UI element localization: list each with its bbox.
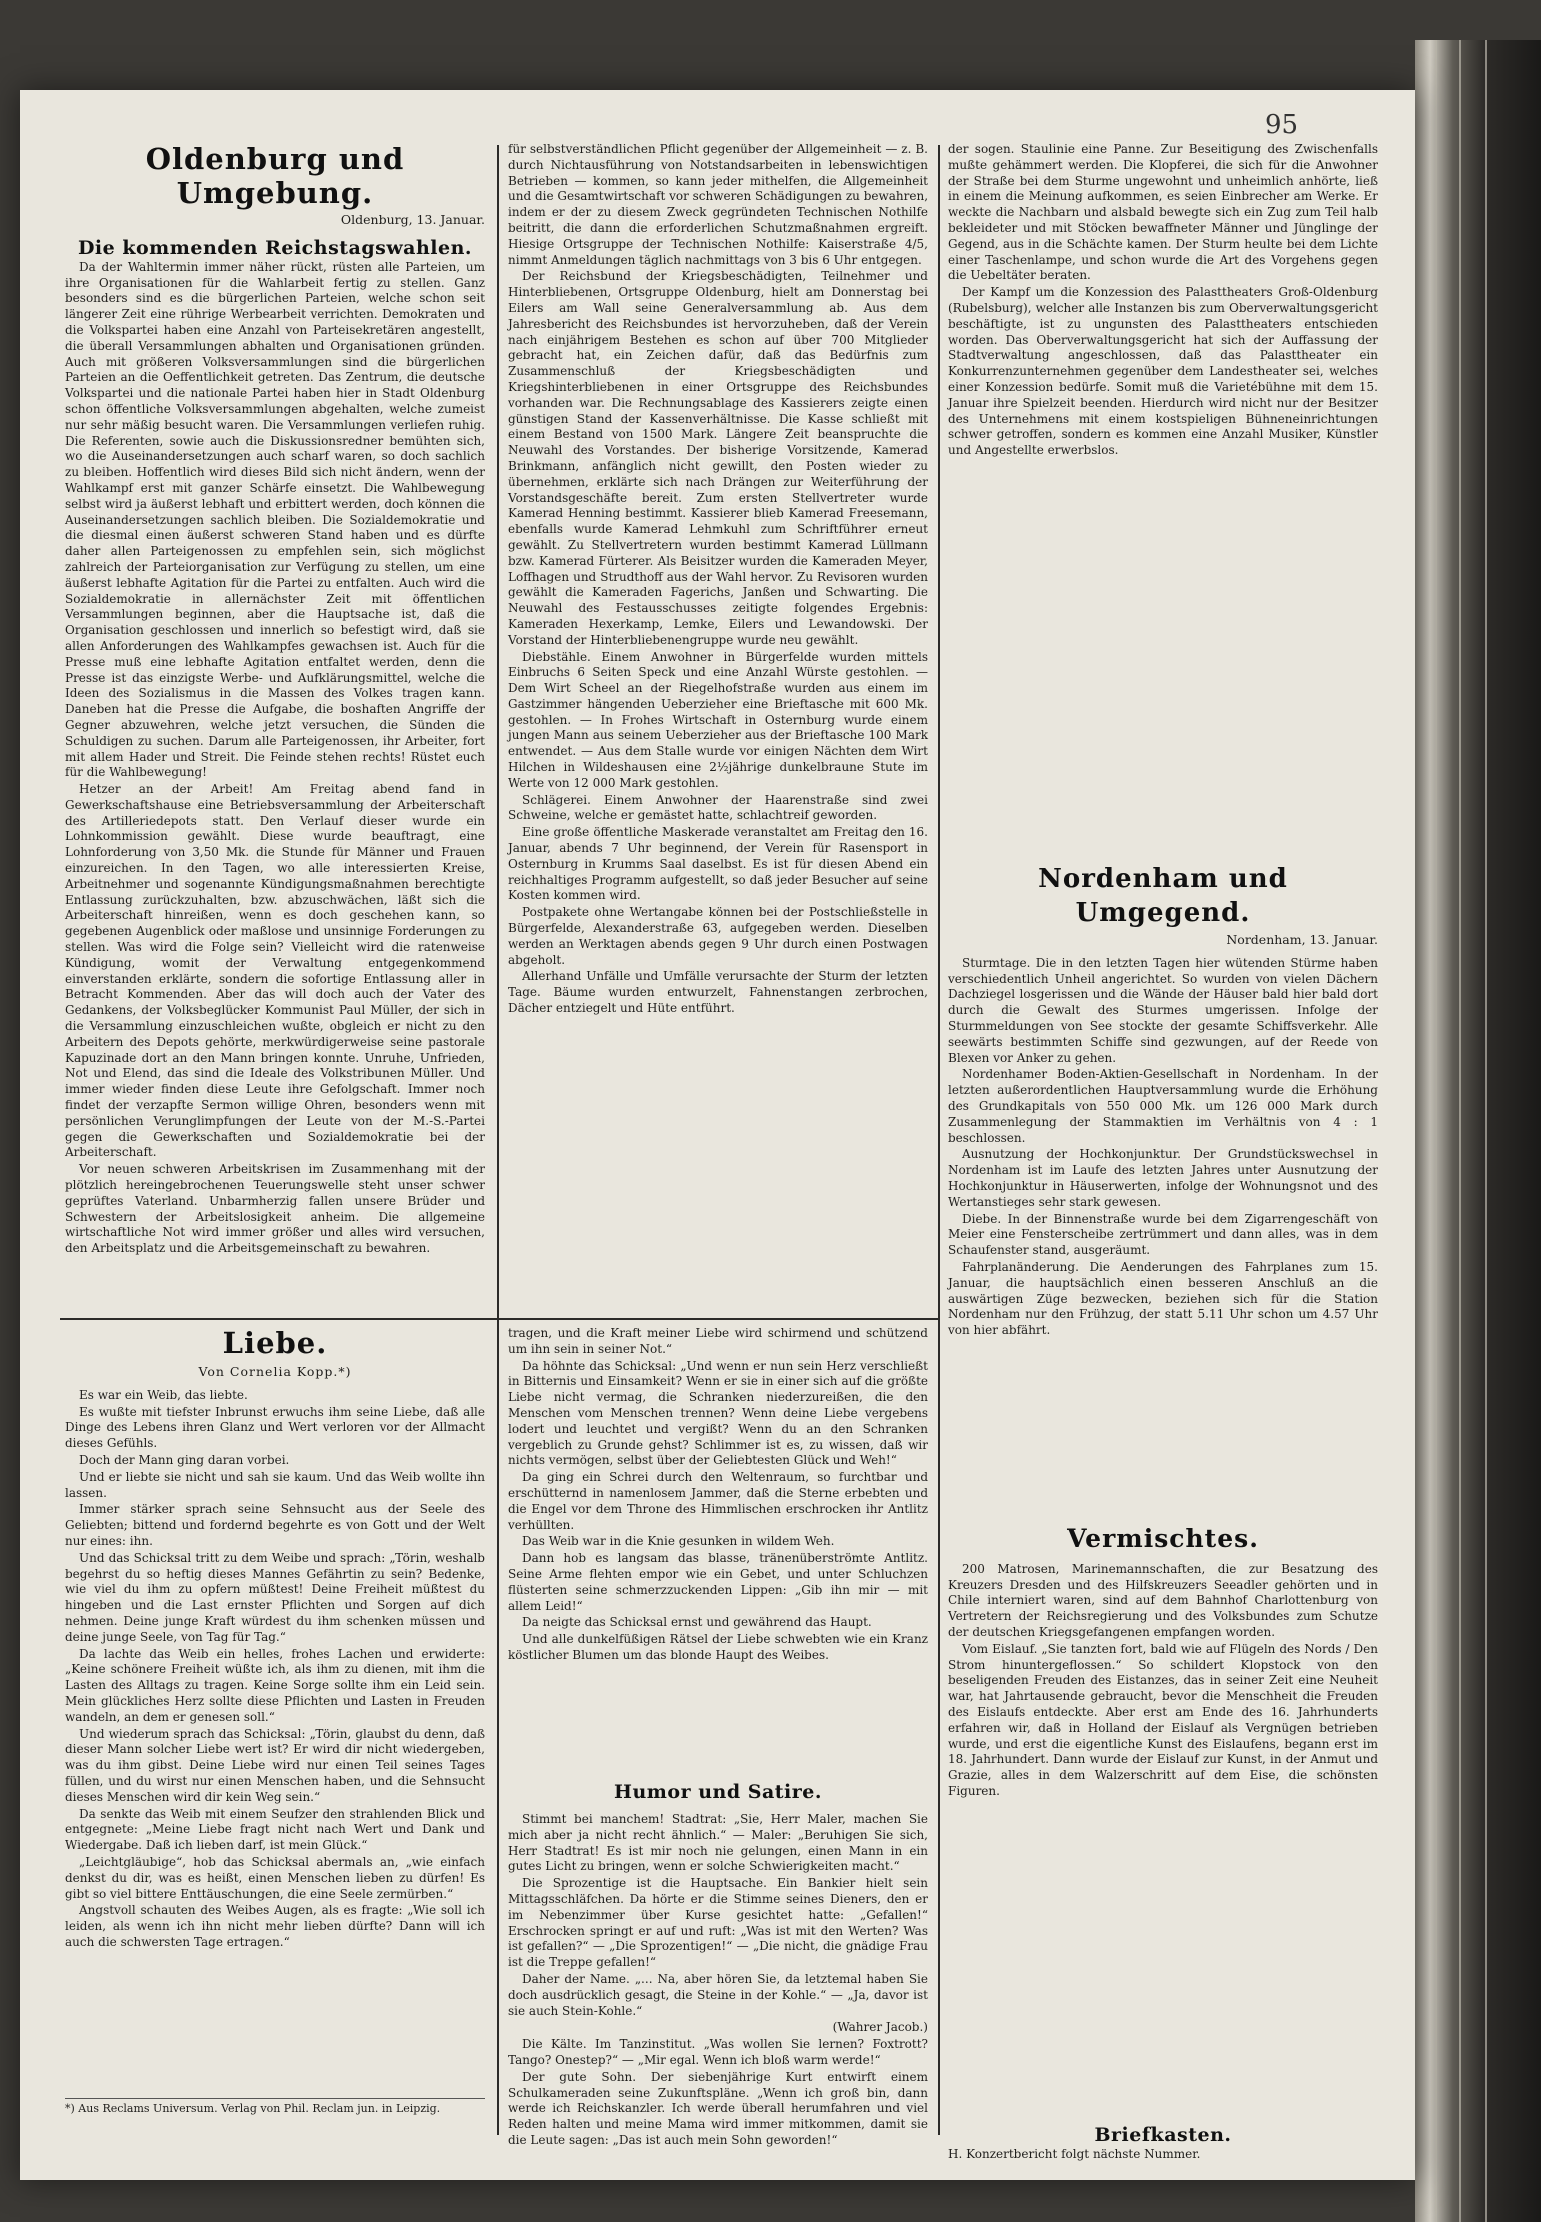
section-rule-liebe <box>60 1318 938 1320</box>
column-left <box>65 142 485 1310</box>
article-paragraph: für selbstverständlichen Pflicht gegenüber der Allgemeinheit — z. B. durch Nichtausführung von Notstandsarbeiten in lebenswichtigen Betrieben — kommen, so kann jeder mithelfen, die Allgemeinheit und die Gesamtwirtschaft vor schweren Schädigungen zu bewahren, indem er der zu diesem Zweck gegründeten Technischen Nothilfe beitritt, die dann die erforderlichen Schutzmaßnahmen ergreift. Hiesige Ortsgruppe der Technischen Nothilfe: Kaiserstraße 4/5, nimmt Anmeldungen täglich nachmittags von 3 bis 6 Uhr entgegen. <box>508 142 929 267</box>
article-paragraph: Diebstähle. Einem Anwohner in Bürgerfelde wurden mittels Einbruchs 6 Seiten Speck und eine Anzahl Würste gestohlen. — Dem Wirt Scheel an der Riegelhofstraße wurden aus einem im Gastzimmer hängenden Ueberzieher eine Brieftasche mit 600 Mk. gestohlen. — In Frohes Wirtschaft in Osternburg wurde einem jungen Mann aus seinem Ueberzieher aus der Brieftasche 100 Mark entwendet. — Aus dem Stalle wurde vor einigen Nächten dem Wirt Hilchen in Wildeshausen eine 2½jährige dunkelbraune Stute im Werte von 12 000 Mark gestohlen. <box>508 649 928 790</box>
briefkasten-note: H. Konzertbericht folgt nächste Nummer. <box>948 2146 1201 2161</box>
section-title-nordenham: Nordenham und Umgegend. <box>1038 864 1288 928</box>
section-title-oldenburg: Oldenburg und Umgebung. <box>145 142 405 210</box>
column-middle <box>508 142 928 1310</box>
article-paragraph: Der Kampf um die Konzession des Palasttheaters Groß-Oldenburg (Rubelsburg), welcher alle Instanzen bis zum Oberverwaltungsgericht beschäftigte, ist zu ungunsten des Palasttheaters entschieden worden. Das Oberverwaltungsgericht hat sich der Auffassung der Stadtverwaltung angeschlossen, daß das Palasttheater ein Konkurrenzunternehmen gegenüber dem Landestheater sei, welches einer Konzession bedürfe. Somit muß die Varietébühne mit dem 15. Januar ihre Spielzeit beenden. Hierdurch wird nicht nur der Besitzer des Unternehmens mit einem kostspieligen Bühneneinrichtungen schwer getroffen, sondern es kommen eine Anzahl Musiker, Künstler und Angestellte erwerbslos. <box>948 285 1378 458</box>
story-paragraph: tragen, und die Kraft meiner Liebe wird schirmend und schützend um ihn sein in seiner Not.“ <box>508 1326 928 1356</box>
story-byline: Von Cornelia Kopp.*) <box>198 1364 352 1379</box>
story-paragraph: Doch der Mann ging daran vorbei. <box>79 1452 290 1467</box>
story-paragraph: Da senkte das Weib mit einem Seufzer den strahlenden Blick und entgegnete: „Meine Liebe fragt nicht nach Wert und Dank und Wiedergabe. Daß ich lieben darf, ist mein Glück.“ <box>65 1806 485 1853</box>
story-paragraph: Und alle dunkelfüßigen Rätsel der Liebe schwebten wie ein Kranz köstlicher Blumen um das blonde Haupt des Weibes. <box>508 1632 928 1662</box>
dateline-nordenham: Nordenham, 13. Januar. <box>1226 932 1378 947</box>
article-paragraph: Fahrplanänderung. Die Aenderungen des Fahrplanes zum 15. Januar, die hauptsächlich einen besseren Anschluß an die auswärtigen Züge bezwecken, beziehen sich für die Station Nordenham nur den Frühzug, der statt 5.11 Uhr schon um 4.57 Uhr von hier abfährt. <box>948 1259 1378 1338</box>
article-paragraph: Eine große öffentliche Maskerade veranstaltet am Freitag den 16. Januar, abends 7 Uhr beginnend, der Verein für Rasensport in Osternburg in Krumms Saal daselbst. Es ist für diesen Abend ein reichhaltiges Programm aufgestellt, so daß jeder Besucher auf seine Kosten kommen wird. <box>508 825 928 903</box>
article-paragraph: Allerhand Unfälle und Umfälle verursachte der Sturm der letzten Tage. Bäume wurden entwurzelt, Fahnenstangen zerbrochen, Dächer entziegelt und Hüte entführt. <box>508 969 928 1016</box>
article-paragraph: Hetzer an der Arbeit! Am Freitag abend fand in Gewerkschaftshause eine Betriebsversammlung der Arbeiterschaft des Artilleriedepots statt. Den Verlauf dieser wurde ein Lohnkommission gewählt. Diese wurde beauftragt, eine Lohnforderung von 3,50 Mk. die Stunde für Männer und Frauen einzureichen. In den Tagen, wo alle interessierten Kreise, Arbeitnehmer und sogenannte Kündigungsmaßnahmen berechtigte Entlassung zurückzuhalten, bzw. abzuschwächen, läßt sich die Arbeiterschaft hinreißen, wenn es doch geschehen kann, so gegebenen Augenblick oder maßlose und unsinnige Forderungen zu stellen. Was wird die Folge sein? Vielleicht wird die ratenweise Kündigung, womit der Verwaltung entgegenkommend einverstanden erklärte, sondern die sofortige Entlassung aller in Betracht Kommenden. Aber das will doch auch der Vater des Gedankens, der Volksbeglücker Kommunist Paul Müller, der sich in die Versammlung einzuschleichen wußte, obgleich er nicht zu den Arbeitern des Depots gehörte, merkwürdigerweise seine pastorale Kapuzinade dort an den Mann bringen konnte. Unruhe, Unfrieden, Not und Elend, das sind die Ideale des Volkstribunen Müller. Und immer wieder finden diese Leute ihre Gefolgschaft. Immer noch findet der verzapfte Sermon willige Ohren, besonders wenn mit persönlichen Verunglimpfungen der Leute von der M.-S.-Partei gegen die Gewerkschaften und Sozialdemokratie bei der Arbeiterschaft. <box>65 782 485 1160</box>
dateline: Oldenburg, 13. Januar. <box>340 212 485 227</box>
humor-paragraph: Daher der Name. „... Na, aber hören Sie, da letztemal haben Sie doch ausdrücklich gesagt, die Steine in der Kohle.“ — „Ja, davor ist sie auch Stein-Kohle.“ <box>508 1971 928 2018</box>
article-paragraph: Der Reichsbund der Kriegsbeschädigten, Teilnehmer und Hinterbliebenen, Ortsgruppe Oldenburg, hielt am Donnerstag bei Eilers am Wall seine Generalversammlung ab. Aus dem Jahresbericht des Reichsbundes ist hervorzuheben, daß der Verein nach einjährigem Bestehen es schon auf über 700 Mitglieder gebracht hat, ein Zeichen dafür, daß das Bedürfnis zum Zusammenschluß der Kriegsbeschädigten und Kriegshinterbliebenen in einer Ortsgruppe des Reichsbundes vorhanden war. Die Rechnungsablage des Kassierers zeigte einen günstigen Stand der Kassenverhältnisse. Die Kasse schließt mit einem Bestand von 1500 Mark. Längere Zeit beanspruchte die Neuwahl des Vorstandes. Der bisherige Vorsitzende, Kamerad Brinkmann, anfänglich nicht gewillt, den Posten wieder zu übernehmen, erklärte sich nach Drängen zur Weiterführung der Vorstandsgeschäfte bereit. Zum ersten Stellvertreter wurde Kamerad Henning bestimmt. Kassierer blieb Kamerad Freesemann, ebenfalls wurde Kamerad Lehmkuhl zum Schriftführer erneut gewählt. Zu Stellvertretern wurden bestimmt Kamerad Lüllmann bzw. Kamerad Fürterer. Als Beisitzer wurden die Kameraden Meyer, Loffhagen und Strudthoff aus der Wahl hervor. Zu Revisoren wurden gewählt die Kameraden Fagerichs, Janßen und Schwarting. Die Neuwahl des Festausschusses zeitigte folgendes Ergebnis: Kameraden Hexerkamp, Lemke, Eilers und Lewandowski. Der Vorstand der Hinterbliebenengruppe wurde neu gewählt. <box>508 269 928 647</box>
story-paragraph: „Leichtgläubige“, hob das Schicksal abermals an, „wie einfach denkst du dir, was es heißt, einen Menschen lieben zu dürfen! Es gibt so viel bittere Enttäuschungen, die eine Seele zermürben.“ <box>65 1854 485 1901</box>
footnote: *) Aus Reclams Universum. Verlag von Phil. Reclam jun. in Leipzig. <box>65 2098 485 2115</box>
article-paragraph: Da der Wahltermin immer näher rückt, rüsten alle Parteien, um ihre Organisationen für die Wahlarbeit fertig zu stellen. Ganz besonders sind es die bürgerlichen Parteien, welche schon seit längerer Zeit eine rührige Werbearbeit verrichten. Demokraten und die Volkspartei haben eine Anzahl von Parteisekretären angestellt, die überall Versammlungen abhalten und Organisationen gründen. Auch mit größeren Volksversammlungen sind die bürgerlichen Parteien an die Oeffentlichkeit getreten. Das Zentrum, die deutsche Volkspartei und die nationale Partei haben hier in Stadt Oldenburg schon öffentliche Volksversammlungen abgehalten, welche zumeist nur sehr mäßig besucht waren. Die Versammlungen verliefen ruhig. Die Referenten, sowie auch die Diskussionsredner bemühten sich, wo die Auseinandersetzungen auch scharf waren, so doch sachlich zu bleiben. Hoffentlich wird dieses Bild sich nicht ändern, wenn der Wahlkampf erst mit ganzer Schärfe einsetzt. Die Wahlbewegung selbst wird ja äußerst lebhaft und erbittert werden, doch können die Auseinandersetzungen sachlich bleiben. Die Sozialdemokratie und die diesmal einen äußerst schweren Stand haben und es dürfte daher allen Parteigenossen zu empfehlen sein, sich möglichst zahlreich der Parteiorganisation zur Verfügung zu stellen, um eine äußerst lebhafte Agitation für die Partei zu entfalten. Auch wird die Sozialdemokratie in allernächster Zeit mit öffentlichen Versammlungen beginnen, aber die Hauptsache ist, daß die Organisation geschlossen und innerlich so befestigt wird, daß sie allen Anforderungen des Wahlkampfes gewachsen ist. Auch für die Presse muß eine lebhafte Agitation entfaltet werden, denn die Presse ist das einzigste Werbe- und Aufklärungsmittel, welche die Ideen des Sozialismus in die Massen des Volkes tragen kann. Daneben hat die Presse die Aufgabe, die boshaften Angriffe der Gegner abzuwehren, welche jetzt versuchen, die Sünden die Schuldigen zu suchen. Darum alle Parteigenossen, ihr Arbeiter, fort mit allem Hader und Streit. Die Feinde stehen rechts! Rüstet euch für die Wahlbewegung! <box>65 259 485 780</box>
story-paragraph: Es war ein Weib, das liebte. <box>79 1387 248 1402</box>
column-rule-liebe <box>497 1320 499 2135</box>
article-paragraph: Schlägerei. Einem Anwohner der Haarenstraße sind zwei Schweine, welche er gemästet hatte, schlachtreif geworden. <box>508 792 928 823</box>
article-paragraph: Vom Eislauf. „Sie tanzten fort, bald wie auf Flügeln des Nords / Den Strom hinuntergeflossen.“ So schildert Klopstock von den beseligenden Freuden des Eistanzes, das in seiner Zeit eine Neuheit war, hat Jahrtausende gebraucht, bevor die Menschheit die Freuden des Eislaufs entdeckte. Aber erst am Ende des 16. Jahrhunderts erfahren wir, daß in Holland der Eislauf als Vergnügen betrieben wurde, und erst die eigentliche Kunst des Eislaufens, begann erst im 18. Jahrhundert. Dann wurde der Eislauf zur Kunst, in der Anmut und Grazie, alles in dem Walzerschritt auf dem Eise, die schönsten Figuren. <box>948 1641 1378 1798</box>
humor-paragraph: Die Kälte. Im Tanzinstitut. „Was wollen Sie lernen? Foxtrott? Tango? Onestep?“ — „Mir egal. Wenn ich bloß warm werde!“ <box>508 2037 928 2067</box>
article-paragraph: 200 Matrosen, Marinemannschaften, die zur Besatzung des Kreuzers Dresden und des Hilfskreuzers Seeadler gehörten und in Chile interniert waren, sind auf dem Bahnhof Charlottenburg von Vertretern der Reichsregierung und des Volksbundes zum Schutze der deutschen Kriegsgefangenen empfangen worden. <box>948 1561 1378 1639</box>
section-title-briefkasten: Briefkasten. <box>1094 2123 1232 2146</box>
article-title-reichstagswahlen: Die kommenden Reichstagswahlen. <box>77 236 473 259</box>
article-paragraph: Nordenhamer Boden-Aktien-Gesellschaft in Nordenham. In der letzten außerordentlichen Hauptversammlung wurde die Erhöhung des Grundkapitals von 550 000 Mk. um 126 000 Mark durch Zusammenlegung der Stammaktien im Verhältnis von 4 : 1 beschlossen. <box>948 1067 1378 1145</box>
newspaper-page <box>20 90 1415 2180</box>
story-paragraph: Da höhnte das Schicksal: „Und wenn er nun sein Herz verschließt in Bitternis und Einsamkeit? Wenn er sie in einer sich auf die größte Liebe nicht vermag, die Schranken niederzureißen, die den Menschen vom Menschen trennen? Wenn deine Liebe vergebens lodert und leuchtet und vergißt? Wenn du an den Schranken vergeblich zu Grunde gehst? Schlimmer ist es, zu wissen, daß wir nichts vermögen, selbst über der Geliebtesten Glück und Weh!“ <box>508 1358 928 1468</box>
section-title-vermischtes: Vermischtes. <box>1067 1523 1259 1553</box>
story-paragraph: Und wiederum sprach das Schicksal: „Törin, glaubst du denn, daß dieser Mann solcher Liebe wert ist? Er wird dir nicht wiedergeben, was du ihm gibst. Deine Liebe wird nur einen Teil seines Tages füllen, und du wirst nur einen Menschen haben, und die Sehnsucht dieses Menschen wird dir kein Weg sein.“ <box>65 1726 485 1804</box>
humor-paragraph: Die Sprozentige ist die Hauptsache. Ein Bankier hielt sein Mittagsschläfchen. Da hörte er die Stimme seines Dieners, den er im Nebenzimmer über Kurse gesichtet hatte: „Gefallen!“ Erschrocken springt er auf und ruft: „Was ist mit den Werten? Was ist gefallen?“ — „Die Sprozentigen!“ — „Die nicht, die gnädige Frau ist die Treppe gefallen!“ <box>508 1876 928 1970</box>
story-paragraph: Es wußte mit tiefster Inbrunst erwuchs ihm seine Liebe, daß alle Dinge des Lebens ihren Glanz und Wert verloren vor der Allmacht dieses Gefühls. <box>65 1404 485 1451</box>
humor-paragraph: Der gute Sohn. Der siebenjährige Kurt entwirft einem Schulkameraden seine Zukunftspläne. „Wenn ich groß bin, dann werde ich Reichskanzler. Ich werde überall herumfahren und viel Reden halten und meine Mama wird immer mitkommen, damit sie die Leute sagen: „Das ist auch mein Sohn geworden!“ <box>508 2069 928 2147</box>
story-paragraph: Da neigte das Schicksal ernst und gewährend das Haupt. <box>522 1615 872 1630</box>
story-paragraph: Und das Schicksal tritt zu dem Weibe und sprach: „Törin, weshalb begehrst du so heftig dieses Mannes Gefährtin zu sein? Bedenke, wie viel du ihm zu opfern müßtest! Deine Freiheit müßtest du hingeben und die Last ernster Pflichten und Sorgen auf dich nehmen. Deine junge Kraft würdest du ihm schenken müssen und deine junge Seele, von Tag für Tag.“ <box>65 1550 485 1644</box>
book-binding <box>1415 40 1541 2222</box>
column-rule-left <box>497 145 499 1375</box>
column-liebe-2 <box>508 1326 928 2147</box>
story-paragraph: Da ging ein Schrei durch den Weltenraum, so furchtbar und erschütternd in namenlosem Jammer, daß die Sterne erbebten und die Engel vor dem Throne des Himmlischen erschrocken ihr Antlitz verhüllten. <box>508 1470 928 1532</box>
column-liebe-1 <box>65 1326 485 2136</box>
story-paragraph: Angstvoll schauten des Weibes Augen, als es fragte: „Wie soll ich leiden, als wenn ich ihn nicht mehr lieben dürfte? Dann will ich auch die schwersten Tage ertragen.“ <box>65 1903 485 1949</box>
story-paragraph: Immer stärker sprach seine Sehnsucht aus der Seele des Geliebten; bittend und fordernd begehrte es von Gott und der Welt nur eines: ihn. <box>65 1502 485 1548</box>
story-title-liebe: Liebe. <box>222 1326 328 1360</box>
column-right <box>948 142 1378 2161</box>
section-title-humor: Humor und Satire. <box>614 1781 822 1803</box>
article-paragraph: Diebe. In der Binnenstraße wurde bei dem Zigarrengeschäft von Meier eine Fensterscheibe zertrümmert und dann alles, was in dem Schaufenster stand, ausgeräumt. <box>948 1211 1378 1258</box>
story-paragraph: Das Weib war in die Knie gesunken in wildem Weh. <box>522 1534 835 1549</box>
humor-paragraph: Stimmt bei manchem! Stadtrat: „Sie, Herr Maler, machen Sie mich aber ja nicht recht ähnlich.“ — Maler: „Beruhigen Sie sich, Herr Stadtrat! Es ist mir noch nie gelungen, einen Mann in ein gutes Licht zu bringen, wenn er solche Schwierigkeiten macht.“ <box>508 1812 928 1874</box>
article-paragraph: Postpakete ohne Wertangabe können bei der Postschließstelle in Bürgerfelde, Alexanderstraße 63, aufgegeben werden. Dieselben werden an Werktagen abends gegen 9 Uhr durch einen Postwagen abgeholt. <box>508 905 928 967</box>
humor-source: (Wahrer Jacob.) <box>832 2020 928 2035</box>
article-paragraph: der sogen. Staulinie eine Panne. Zur Beseitigung des Zwischenfalls mußte gehämmert werden. Die Klopferei, die sich für die Anwohner der Straße bei dem Sturme ungewohnt und unheimlich anhörte, ließ in einem die Meinung aufkommen, es seien Einbrecher am Werke. Er weckte die Nachbarn und alsbald bewegte sich ein Zug zum Teil halb bekleideter und mit Stöcken bewaffneter Männer und Jünglinge der Gegend, aus in die Schächte kamen. Der Sturm heulte bei dem Lichte einer Taschenlampe, und schon wurde die Art des Vorgehens gegen die Uebeltäter beraten. <box>948 142 1378 283</box>
article-paragraph: Sturmtage. Die in den letzten Tagen hier wütenden Stürme haben verschiedentlich Unheil angerichtet. So wurden von vielen Dächern Dachziegel losgerissen und die Wände der Häuser bald hier bald dort durch die Gewalt des Sturmes umgerissen. Infolge der Sturmmeldungen von See stockte der gesamte Schiffsverkehr. Alle seewärts bestimmten Schiffe sind gezwungen, auf der Reede von Blexen vor Anker zu gehen. <box>948 955 1378 1065</box>
story-paragraph: Und er liebte sie nicht und sah sie kaum. Und das Weib wollte ihn lassen. <box>65 1469 485 1500</box>
column-rule-right <box>938 145 940 2135</box>
story-paragraph: Dann hob es langsam das blasse, tränenüberströmte Antlitz. Seine Arme flehten empor wie ein Gebet, und unter Schluchzen flüsterten seine schmerzzuckenden Lippen: „Gib ihn mir — mit allem Leid!“ <box>508 1551 928 1613</box>
article-paragraph: Ausnutzung der Hochkonjunktur. Der Grundstückswechsel in Nordenham ist im Laufe des letzten Jahres unter Ausnutzung der Hochkonjunktur in Häuserwerten, infolge der Wohnungsnot und des Wertanstieges sehr stark gewesen. <box>948 1147 1378 1209</box>
story-paragraph: Da lachte das Weib ein helles, frohes Lachen und erwiderte: „Keine schönere Freiheit wüßte ich, als ihm zu dienen, mit ihm die Lasten des Alltags zu tragen. Keine Sorge sollte ihm ein Leid sein. Mein glückliches Herz sollte diese Pflichten und Lasten in Freuden wandeln, an dem er genesen soll.“ <box>65 1646 485 1724</box>
page-number: 95 <box>1265 110 1299 140</box>
article-paragraph: Vor neuen schweren Arbeitskrisen im Zusammenhang mit der plötzlich hereingebrochenen Teuerungswelle steht unser schwer geprüftes Vaterland. Unbarmherzig fallen unsere Brüder und Schwestern der Arbeitslosigkeit anheim. Die allgemeine wirtschaftliche Not wird immer größer und alles wird versuchen, den Arbeitsplatz und die Arbeitsgemeinschaft zu bewahren. <box>65 1162 485 1256</box>
